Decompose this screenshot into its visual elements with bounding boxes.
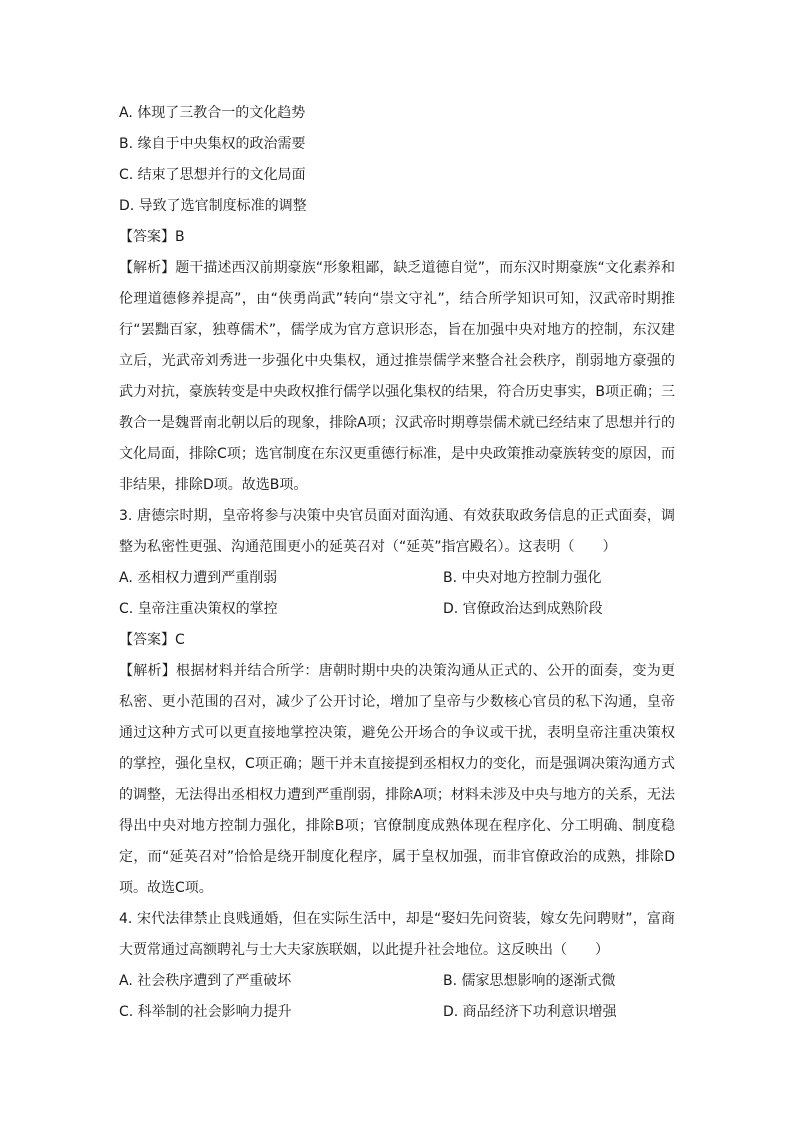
q3-options-row-1	[119, 563, 675, 594]
q4-option-d: D. 商品经济下功利意识增强	[443, 1004, 617, 1020]
q2-option-d: D. 导致了选官制度标准的调整	[119, 198, 307, 214]
q3-answer: 【答案】C	[119, 632, 185, 648]
q4-option-a: A. 社会秩序遭到了严重破坏	[119, 973, 292, 989]
q3-options-row-2	[119, 594, 675, 625]
q4-option-b: B. 儒家思想影响的逐渐式微	[443, 973, 616, 989]
q2-option-b: B. 缘自于中央集权的政治需要	[119, 136, 306, 152]
q2-option-c: C. 结束了思想并行的文化局面	[119, 167, 306, 183]
q4-option-c: C. 科举制的社会影响力提升	[119, 1004, 292, 1020]
q3-option-d: D. 官僚政治达到成熟阶段	[443, 601, 603, 617]
q3-option-b: B. 中央对地方控制力强化	[443, 570, 602, 586]
exam-page	[119, 98, 675, 1028]
q4-options-row-2	[119, 997, 675, 1028]
q3-analysis: 【解析】根据材料并结合所学：唐朝时期中央的决策沟通从正式的、公开的面奏，变为更私密、更小范围的召对，减少了公开讨论，增加了皇帝与少数核心官员的私下沟通，皇帝通过这种方式可以更直接地掌控决策，避免公开场合的争议或干扰，表明皇帝注重决策权的掌控，强化皇权，C项正确；题干并未直接提到丞相权力的变化，而是强调决策沟通方式的调整，无法得出丞相权力遭到严重削弱，排除A项；材料未涉及中央与地方的关系，无法得出中央对地方控制力强化，排除B项；官僚制度成熟体现在程序化、分工明确、制度稳定，而“延英召对”恰恰是绕开制度化程序，属于皇权加强，而非官僚政治的成熟，排除D项。故选C项。	[119, 663, 675, 896]
q4-stem: 4. 宋代法律禁止良贱通婚，但在实际生活中，却是“娶妇先问资装，嫁女先问聘财”，富商大贾常通过高额聘礼与士大夫家族联姻，以此提升社会地位。这反映出（ ）	[119, 911, 675, 958]
q2-option-a: A. 体现了三教合一的文化趋势	[119, 105, 306, 121]
q2-answer: 【答案】B	[119, 229, 185, 245]
q3-option-a: A. 丞相权力遭到严重削弱	[119, 570, 278, 586]
q3-stem: 3. 唐德宗时期，皇帝将参与决策中央官员面对面沟通、有效获取政务信息的正式面奏，调整为私密性更强、沟通范围更小的延英召对（“延英”指宫殿名）。这表明（ ）	[119, 508, 675, 555]
q4-options-row-1	[119, 966, 675, 997]
q2-analysis: 【解析】题干描述西汉前期豪族“形象粗鄙，缺乏道德自觉”，而东汉时期豪族“文化素养和伦理道德修养提高”，由“侠勇尚武”转向“崇文守礼”，结合所学知识可知，汉武帝时期推行“罢黜百家，独尊儒术”，儒学成为官方意识形态，旨在加强中央对地方的控制，东汉建立后，光武帝刘秀进一步强化中央集权，通过推崇儒学来整合社会秩序，削弱地方豪强的武力对抗，豪族转变是中央政权推行儒学以强化集权的结果，符合历史事实，B项正确；三教合一是魏晋南北朝以后的现象，排除A项；汉武帝时期尊崇儒术就已经结束了思想并行的文化局面，排除C项；选官制度在东汉更重德行标准，是中央政策推动豪族转变的原因，而非结果，排除D项。故选B项。	[119, 260, 675, 493]
q3-option-c: C. 皇帝注重决策权的掌控	[119, 601, 278, 617]
